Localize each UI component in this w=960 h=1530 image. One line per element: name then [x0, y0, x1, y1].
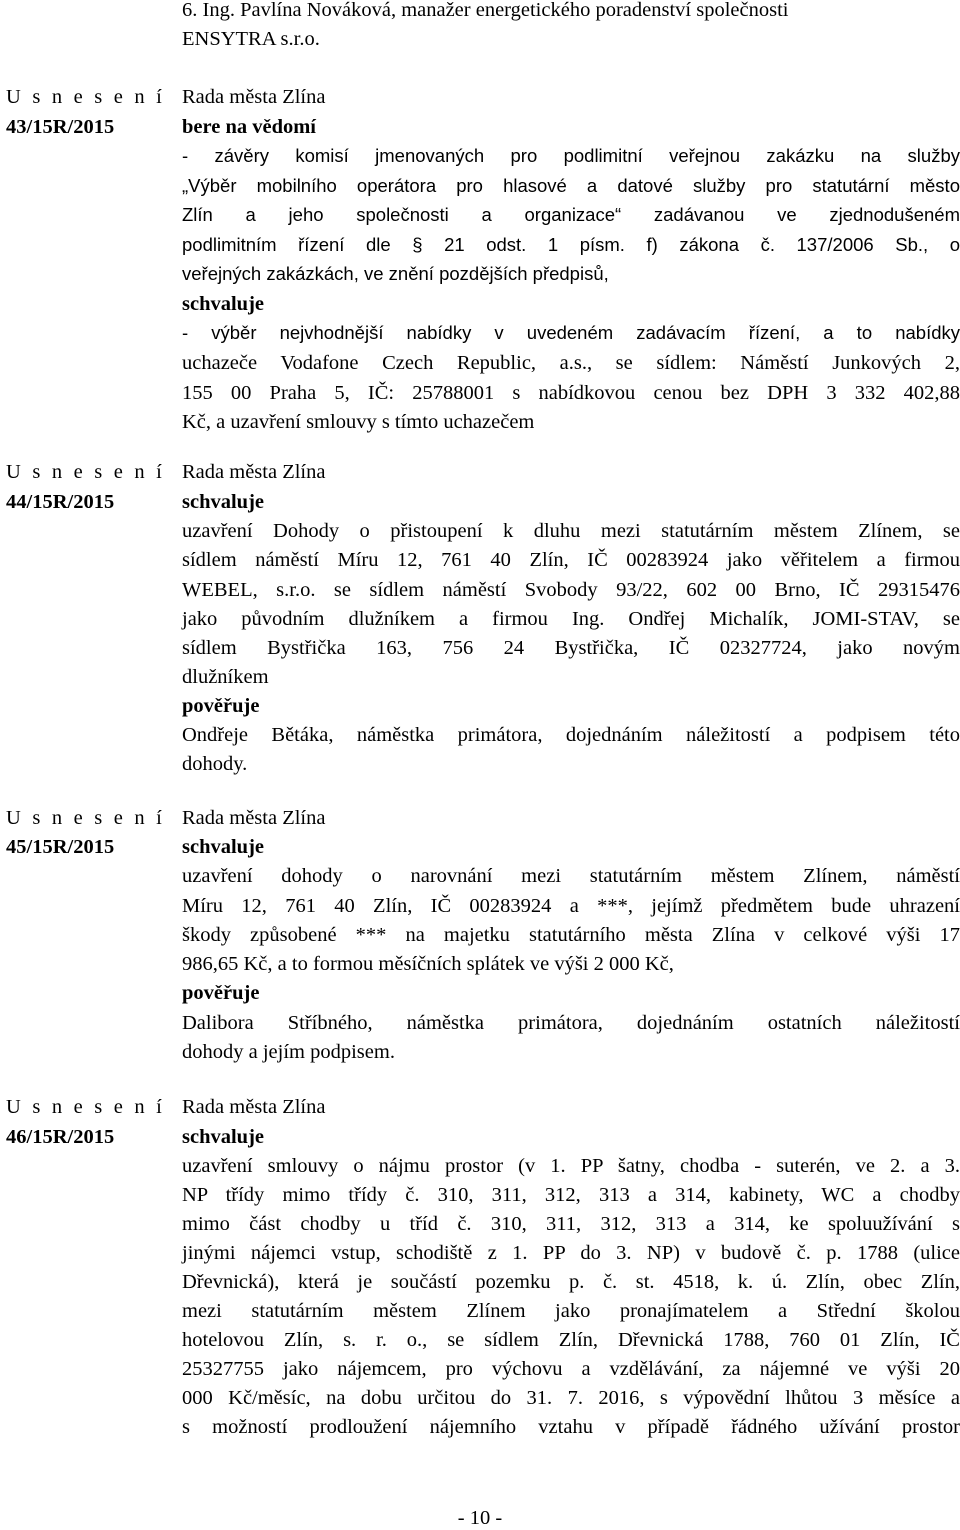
- resolution-text-line: jinými nájemci vstup, schodiště z 1. PP do 3. NP) v budově č. p. 1788 (ulice: [182, 1242, 960, 1264]
- resolution-text-line: WEBEL, s.r.o. se sídlem náměstí Svobody 93/22, 602 00 Brno, IČ 29315476: [182, 579, 960, 601]
- resolution-text-line: Míru 12, 761 40 Zlín, IČ 00283924 a ***, jejímž předmětem bude uhrazení: [182, 895, 960, 917]
- resolution-label: U s n e s e n í: [6, 86, 166, 108]
- resolution-text-line: Zlín a jeho společnosti a organizace“ zadávanou ve zjednodušeném: [182, 204, 960, 225]
- resolution-text-line: 986,65 Kč, a to formou měsíčních splátek ve výši 2 000 Kč,: [182, 953, 674, 975]
- resolution-text-line: dohody.: [182, 753, 248, 775]
- resolution-text-line: - závěry komisí jmenovaných pro podlimitní veřejnou zakázku na služby: [182, 145, 960, 166]
- resolution-text-line: mimo část chodby u tříd č. 310, 311, 312, 313 a 314, ke spoluužívání s: [182, 1213, 960, 1235]
- resolution-text-line: dlužníkem: [182, 666, 269, 688]
- resolution-text-line: uchazeče Vodafone Czech Republic, a.s., se sídlem: Náměstí Junkových 2,: [182, 352, 960, 374]
- resolution-text-line: sídlem Bystřička 163, 756 24 Bystřička, IČ 02327724, jako novým: [182, 637, 960, 659]
- resolution-number: 44/15R/2015: [6, 491, 115, 513]
- resolution-text-line: - výběr nejvhodnější nabídky v uvedeném zadávacím řízení, a to nabídky: [182, 322, 960, 343]
- resolution-text-line: Kč, a uzavření smlouvy s tímto uchazečem: [182, 411, 535, 433]
- resolution-verb: schvaluje: [182, 1126, 264, 1148]
- resolution-text-line: veřejných zakázkách, ve znění pozdějších předpisů,: [182, 263, 609, 284]
- resolution-label: U s n e s e n í: [6, 1096, 166, 1118]
- resolution-text-line: mezi statutárním městem Zlínem jako pronajímatelem a Střední školou: [182, 1300, 960, 1322]
- resolution-text-line: Ondřeje Bětáka, náměstka primátora, dojednáním náležitostí a podpisem této: [182, 724, 960, 746]
- resolution-text-line: NP třídy mimo třídy č. 310, 311, 312, 313 a 314, kabinety, WC a chodby: [182, 1184, 960, 1206]
- resolution-number: 45/15R/2015: [6, 836, 115, 858]
- council-name: Rada města Zlína: [182, 807, 326, 829]
- resolution-text-line: podlimitním řízení dle § 21 odst. 1 písm. f) zákona č. 137/2006 Sb., o: [182, 234, 960, 255]
- resolution-verb: pověřuje: [182, 982, 260, 1004]
- resolution-text-line: 155 00 Praha 5, IČ: 25788001 s nabídkovou cenou bez DPH 3 332 402,88: [182, 382, 960, 404]
- item-title-line-2: ENSYTRA s.r.o.: [182, 28, 320, 50]
- resolution-text-line: uzavření smlouvy o nájmu prostor (v 1. PP šatny, chodba - suterén, ve 2. a 3.: [182, 1155, 960, 1177]
- resolution-text-line: Dalibora Stříbného, náměstka primátora, dojednáním ostatních náležitostí: [182, 1012, 960, 1034]
- council-name: Rada města Zlína: [182, 461, 326, 483]
- resolution-text-line: „Výběr mobilního operátora pro hlasové a datové služby pro statutární město: [182, 175, 960, 196]
- resolution-label: U s n e s e n í: [6, 807, 166, 829]
- resolution-text-line: 25327755 jako nájemcem, pro výchovu a vzdělávání, za nájemné ve výši 20: [182, 1358, 960, 1380]
- resolution-text-line: jako původním dlužníkem a firmou Ing. Ondřej Michalík, JOMI-STAV, se: [182, 608, 960, 630]
- resolution-verb: schvaluje: [182, 836, 264, 858]
- resolution-text-line: uzavření Dohody o přistoupení k dluhu mezi statutárním městem Zlínem, se: [182, 520, 960, 542]
- resolution-text-line: škody způsobené *** na majetku statutárního města Zlína v celkové výši 17: [182, 924, 960, 946]
- resolution-number: 46/15R/2015: [6, 1126, 115, 1148]
- resolution-verb: pověřuje: [182, 695, 260, 717]
- resolution-number: 43/15R/2015: [6, 116, 115, 138]
- resolution-text-line: Dřevnická), která je součástí pozemku p. č. st. 4518, k. ú. Zlín, obec Zlín,: [182, 1271, 960, 1293]
- council-name: Rada města Zlína: [182, 86, 326, 108]
- resolution-text-line: s možností prodloužení nájemního vztahu v případě řádného užívání prostor: [182, 1416, 960, 1438]
- resolution-verb: schvaluje: [182, 491, 264, 513]
- resolution-text-line: hotelovou Zlín, s. r. o., se sídlem Zlín, Dřevnická 1788, 760 01 Zlín, IČ: [182, 1329, 960, 1351]
- resolution-text-line: uzavření dohody o narovnání mezi statutárním městem Zlínem, náměstí: [182, 865, 960, 887]
- resolution-label: U s n e s e n í: [6, 461, 166, 483]
- resolution-verb: bere na vědomí: [182, 116, 317, 138]
- page-number: - 10 -: [457, 1507, 503, 1529]
- resolution-verb: schvaluje: [182, 293, 264, 315]
- resolution-text-line: dohody a jejím podpisem.: [182, 1041, 395, 1063]
- item-title-line-1: 6. Ing. Pavlína Nováková, manažer energetického poradenství společnosti: [182, 0, 789, 21]
- resolution-text-line: sídlem náměstí Míru 12, 761 40 Zlín, IČ 00283924 jako věřitelem a firmou: [182, 549, 960, 571]
- resolution-text-line: 000 Kč/měsíc, na dobu určitou do 31. 7. 2016, s výpovědní lhůtou 3 měsíce a: [182, 1387, 960, 1409]
- council-name: Rada města Zlína: [182, 1096, 326, 1118]
